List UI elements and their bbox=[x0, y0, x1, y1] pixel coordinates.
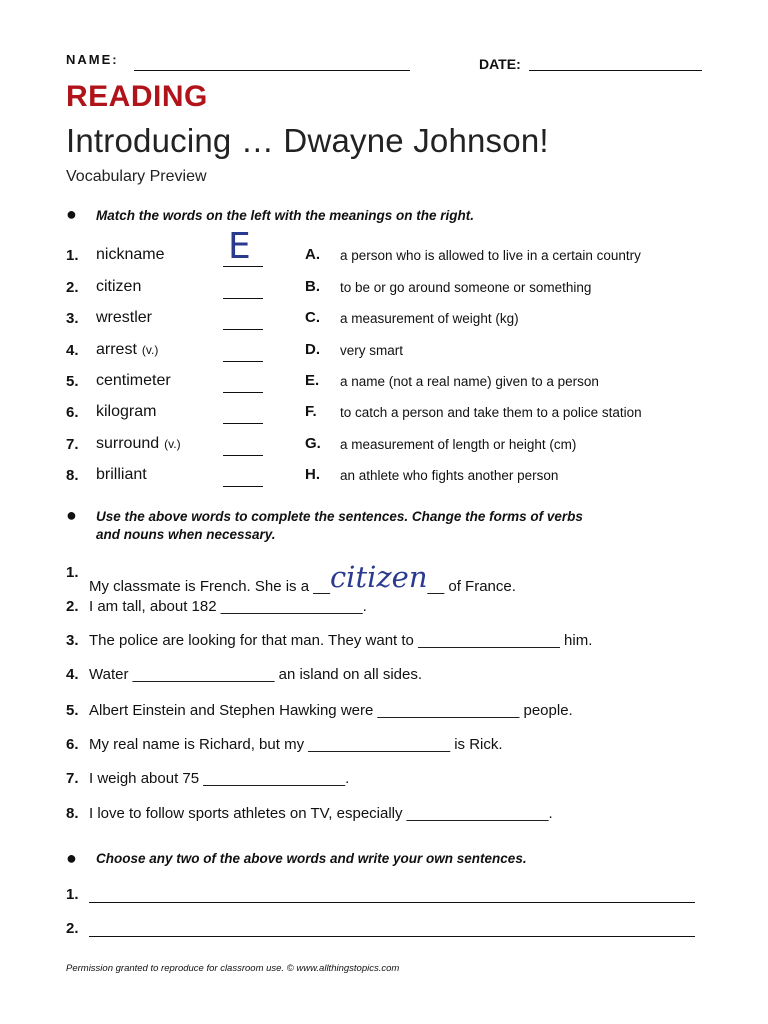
answer-blank[interactable] bbox=[223, 329, 263, 330]
meaning-letter: D. bbox=[305, 341, 320, 358]
date-label: DATE: bbox=[479, 56, 521, 72]
answer-blank[interactable] bbox=[223, 361, 263, 362]
meaning-letter: B. bbox=[305, 278, 320, 295]
sentence-1-answer: citizen bbox=[329, 560, 428, 594]
vocab-word bbox=[96, 309, 152, 327]
vocab-word-text: nickname bbox=[96, 246, 165, 263]
answer-blank[interactable] bbox=[223, 392, 263, 393]
vocab-word bbox=[96, 372, 171, 390]
sentence-number: 7. bbox=[66, 770, 79, 787]
meaning-letter: C. bbox=[305, 309, 320, 326]
answer-blank[interactable] bbox=[223, 455, 263, 456]
own-sentence-number: 1. bbox=[66, 886, 79, 903]
date-field[interactable] bbox=[529, 70, 702, 71]
sentence-text: I am tall, about 182 _________________. bbox=[89, 598, 367, 615]
meaning-text: to be or go around someone or something bbox=[340, 280, 592, 295]
name-label: NAME: bbox=[66, 52, 119, 67]
meaning-letter: A. bbox=[305, 246, 320, 263]
answer-blank[interactable] bbox=[223, 298, 263, 299]
sentence-1-before: My classmate is French. She is a __ bbox=[89, 578, 330, 595]
own-sentence-number: 2. bbox=[66, 920, 79, 937]
meaning-letter: G. bbox=[305, 435, 321, 452]
meaning-text: an athlete who fights another person bbox=[340, 468, 559, 483]
sentence-1 bbox=[89, 560, 516, 598]
meaning-text: a name (not a real name) given to a person bbox=[340, 374, 599, 389]
meaning-text: a measurement of length or height (cm) bbox=[340, 437, 577, 452]
instruction-2-line-1: Use the above words to complete the sentences. Change the forms of verbs bbox=[96, 509, 583, 524]
instruction-2-line-2: and nouns when necessary. bbox=[96, 527, 276, 542]
vocab-number: 1. bbox=[66, 247, 79, 264]
vocab-word-text: kilogram bbox=[96, 403, 157, 420]
sentence-text: My real name is Richard, but my _________________ is Rick. bbox=[89, 736, 503, 753]
bullet-icon: ● bbox=[66, 204, 77, 224]
instruction-3: Choose any two of the above words and write your own sentences. bbox=[96, 851, 527, 866]
vocab-word bbox=[96, 466, 147, 484]
sentence-text: The police are looking for that man. They want to _________________ him. bbox=[89, 632, 593, 649]
meaning-text: very smart bbox=[340, 343, 404, 358]
own-sentence-line[interactable] bbox=[89, 902, 695, 903]
meaning-letter: H. bbox=[305, 466, 320, 483]
vocab-word-text: arrest bbox=[96, 341, 137, 358]
sentence-number: 3. bbox=[66, 632, 79, 649]
vocab-number: 8. bbox=[66, 467, 79, 484]
sentence-1-after: __ of France. bbox=[427, 578, 516, 595]
vocab-word-text: surround bbox=[96, 435, 160, 452]
vocab-word-text: wrestler bbox=[96, 309, 153, 326]
section-heading: READING bbox=[66, 80, 208, 113]
instruction-1: Match the words on the left with the meanings on the right. bbox=[96, 208, 475, 223]
bullet-icon: ● bbox=[66, 505, 77, 525]
sentence-text: Water _________________ an island on all sides. bbox=[89, 666, 423, 683]
answer-blank[interactable] bbox=[223, 486, 263, 487]
sentence-text: I love to follow sports athletes on TV, especially _________________. bbox=[89, 805, 553, 822]
sentence-number: 6. bbox=[66, 736, 79, 753]
part-of-speech: (v.) bbox=[141, 343, 159, 357]
sentence-number: 4. bbox=[66, 666, 79, 683]
vocab-number: 5. bbox=[66, 373, 79, 390]
vocab-word-text: citizen bbox=[96, 278, 142, 295]
meaning-letter: E. bbox=[305, 372, 320, 389]
vocab-word bbox=[96, 278, 141, 296]
sentence-text: I weigh about 75 _________________. bbox=[89, 770, 350, 787]
vocab-word bbox=[96, 246, 164, 264]
meaning-letter: F. bbox=[305, 403, 317, 420]
vocab-number: 7. bbox=[66, 436, 79, 453]
page-subtitle: Vocabulary Preview bbox=[66, 168, 207, 185]
sentence-number: 1. bbox=[66, 564, 79, 581]
answer-blank[interactable] bbox=[223, 423, 263, 424]
vocab-number: 4. bbox=[66, 342, 79, 359]
handwritten-answer: E bbox=[228, 226, 251, 267]
part-of-speech: (v.) bbox=[164, 437, 181, 451]
sentence-text: Albert Einstein and Stephen Hawking were _________________ people. bbox=[89, 702, 573, 719]
sentence-number: 2. bbox=[66, 598, 79, 615]
name-field[interactable] bbox=[134, 70, 410, 71]
vocab-word bbox=[96, 403, 156, 421]
vocab-word-text: brilliant bbox=[96, 466, 147, 483]
vocab-word-text: centimeter bbox=[96, 372, 171, 389]
sentence-number: 8. bbox=[66, 805, 79, 822]
vocab-number: 6. bbox=[66, 404, 79, 421]
footer-permission: Permission granted to reproduce for classroom use. © www.allthingstopics.com bbox=[66, 963, 400, 974]
meaning-text: to catch a person and take them to a police station bbox=[340, 405, 642, 420]
vocab-word bbox=[96, 341, 158, 359]
vocab-word bbox=[96, 435, 181, 453]
own-sentence-line[interactable] bbox=[89, 936, 695, 937]
page-title: Introducing … Dwayne Johnson! bbox=[66, 122, 549, 159]
meaning-text: a person who is allowed to live in a certain country bbox=[340, 248, 641, 263]
meaning-text: a measurement of weight (kg) bbox=[340, 311, 519, 326]
sentence-number: 5. bbox=[66, 702, 79, 719]
vocab-number: 3. bbox=[66, 310, 79, 327]
bullet-icon: ● bbox=[66, 848, 77, 868]
vocab-number: 2. bbox=[66, 279, 79, 296]
